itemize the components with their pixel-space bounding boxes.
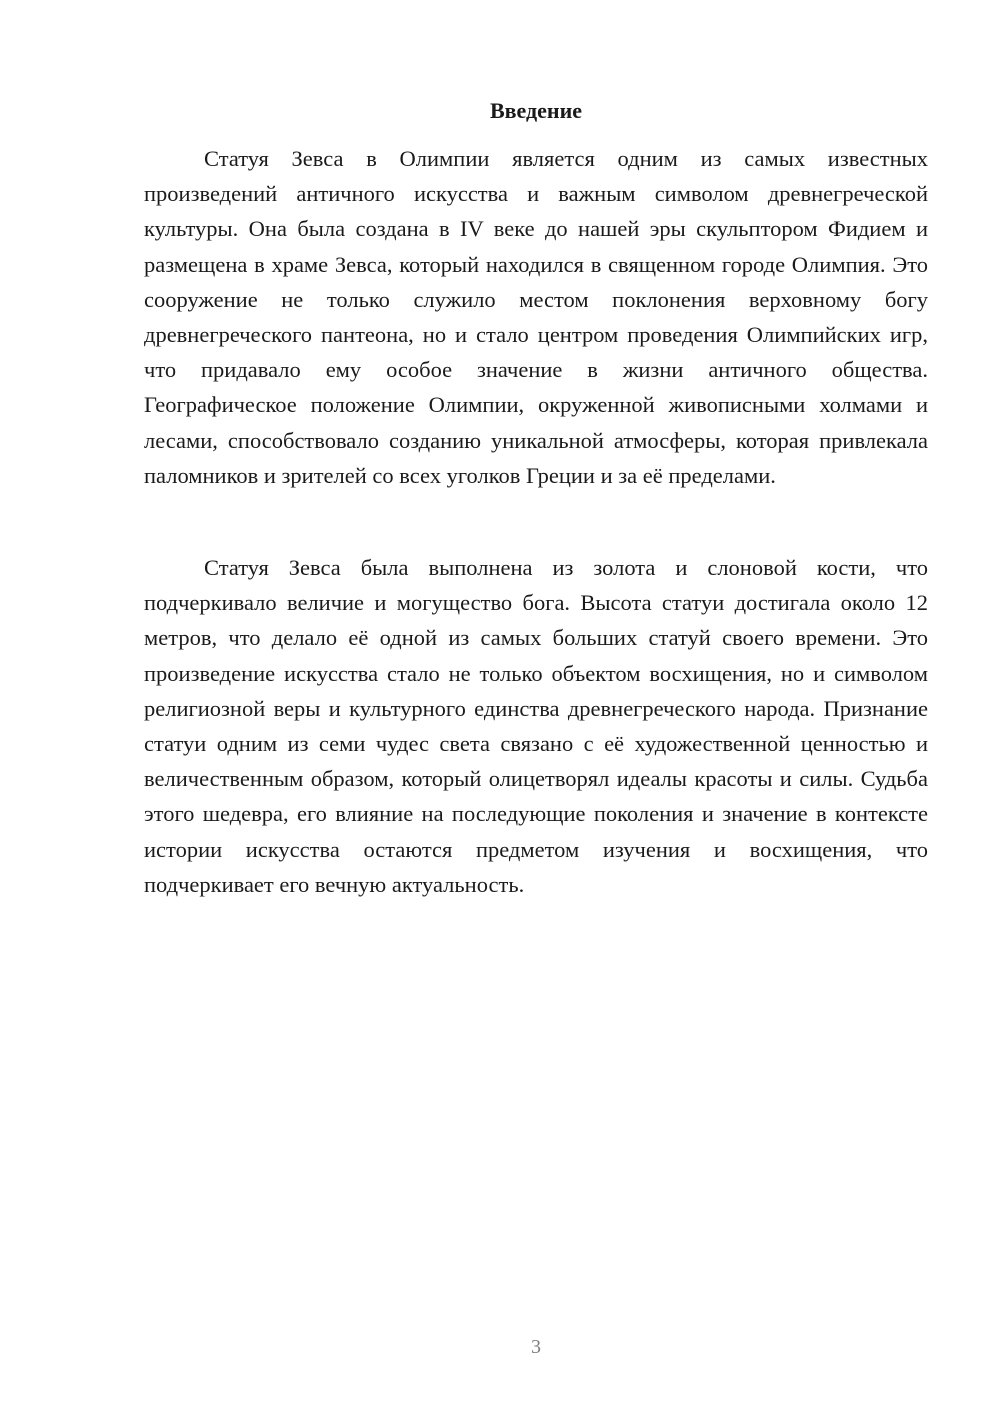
paragraph-1: Статуя Зевса в Олимпии является одним из самых известных произведений античного искусства и важным символом древнегреческой культуры. Она была создана в IV веке до нашей эры скульптором Фидием и размещена в храме Зевса, который находился в священном городе Олимпия. Это сооружение не только служило местом поклонения верховному богу древнегреческого пантеона, но и стало центром проведения Олимпийских игр, что придавало ему особое значение в жизни античного общества. Географическое положение Олимпии, окруженной живописными холмами и лесами, способствовало созданию уникальной атмосферы, которая привлекала паломников и зрителей со всех уголков Греции и за её пределами. — [144, 146, 928, 488]
section-heading: Введение — [489, 98, 583, 123]
page-number: 3 — [531, 1336, 541, 1358]
paragraph-2: Статуя Зевса была выполнена из золота и слоновой кости, что подчеркивало величие и могущество бога. Высота статуи достигала около 12 метров, что делало её одной из самых больших статуй своего времени. Это произведение искусства стало не только объектом восхищения, но и символом религиозной веры и культурного единства древнегреческого народа. Признание статуи одним из семи чудес света связано с её художественной ценностью и величественным образом, который олицетворял идеалы красоты и силы. Судьба этого шедевра, его влияние на последующие поколения и значение в контексте истории искусства остаются предметом изучения и восхищения, что подчеркивает его вечную актуальность. — [144, 555, 928, 897]
